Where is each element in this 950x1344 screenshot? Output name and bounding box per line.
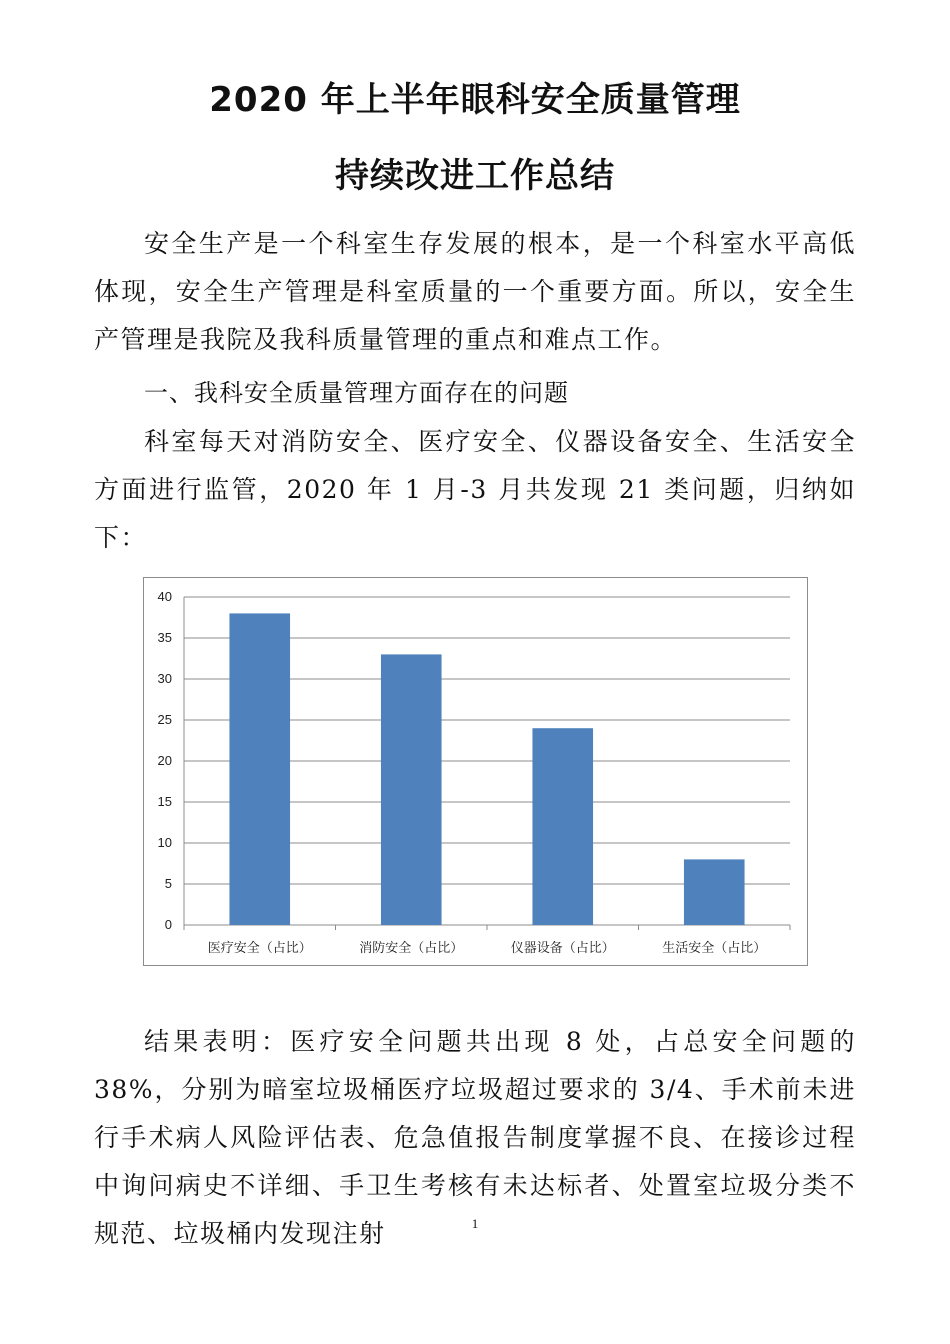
bar-chart [143, 577, 808, 966]
bar [684, 859, 745, 925]
y-tick-label: 0 [164, 917, 172, 932]
y-tick-label: 30 [157, 671, 172, 686]
section-heading: 一、我科安全质量管理方面存在的问题 [144, 379, 569, 407]
bar [532, 728, 593, 925]
y-tick-label: 5 [164, 876, 172, 891]
y-tick-label: 40 [157, 589, 172, 604]
bar [229, 613, 290, 925]
x-category-label: 生活安全（占比） [662, 941, 767, 956]
section-paragraph: 科室每天对消防安全、医疗安全、仪器设备安全、生活安全方面进行监管，2020 年 1 月-3 月共发现 21 类问题，归纳如下： [94, 427, 856, 552]
y-tick-label: 25 [157, 712, 172, 727]
document-title-line2: 持续改进工作总结 [335, 156, 615, 196]
y-tick-label: 10 [157, 835, 172, 850]
y-tick-label: 35 [157, 630, 172, 645]
x-category-label: 医疗安全（占比） [207, 941, 312, 956]
y-tick-label: 15 [157, 794, 172, 809]
x-category-label: 仪器设备（占比） [510, 941, 615, 956]
x-category-label: 消防安全（占比） [359, 941, 464, 956]
document-title-line1: 2020 年上半年眼科安全质量管理 [209, 80, 741, 120]
page-number: 1 [471, 1216, 479, 1231]
bar [381, 654, 442, 925]
y-tick-label: 20 [157, 753, 172, 768]
bar-chart-canvas [144, 578, 807, 965]
result-paragraph: 结果表明：医疗安全问题共出现 8 处，占总安全问题的 38%，分别为暗室垃圾桶医疗垃圾超过要求的 3/4、手术前未进行手术病人风险评估表、危急值报告制度掌握不良、在接诊过程中询问病史不详细、手卫生考核有未达标者、处置室垃圾分类不规范、垃圾桶内发现注射 [94, 1027, 856, 1248]
intro-paragraph: 安全生产是一个科室生存发展的根本，是一个科室水平高低体现，安全生产管理是科室质量的一个重要方面。所以，安全生产管理是我院及我科质量管理的重点和难点工作。 [94, 229, 856, 354]
